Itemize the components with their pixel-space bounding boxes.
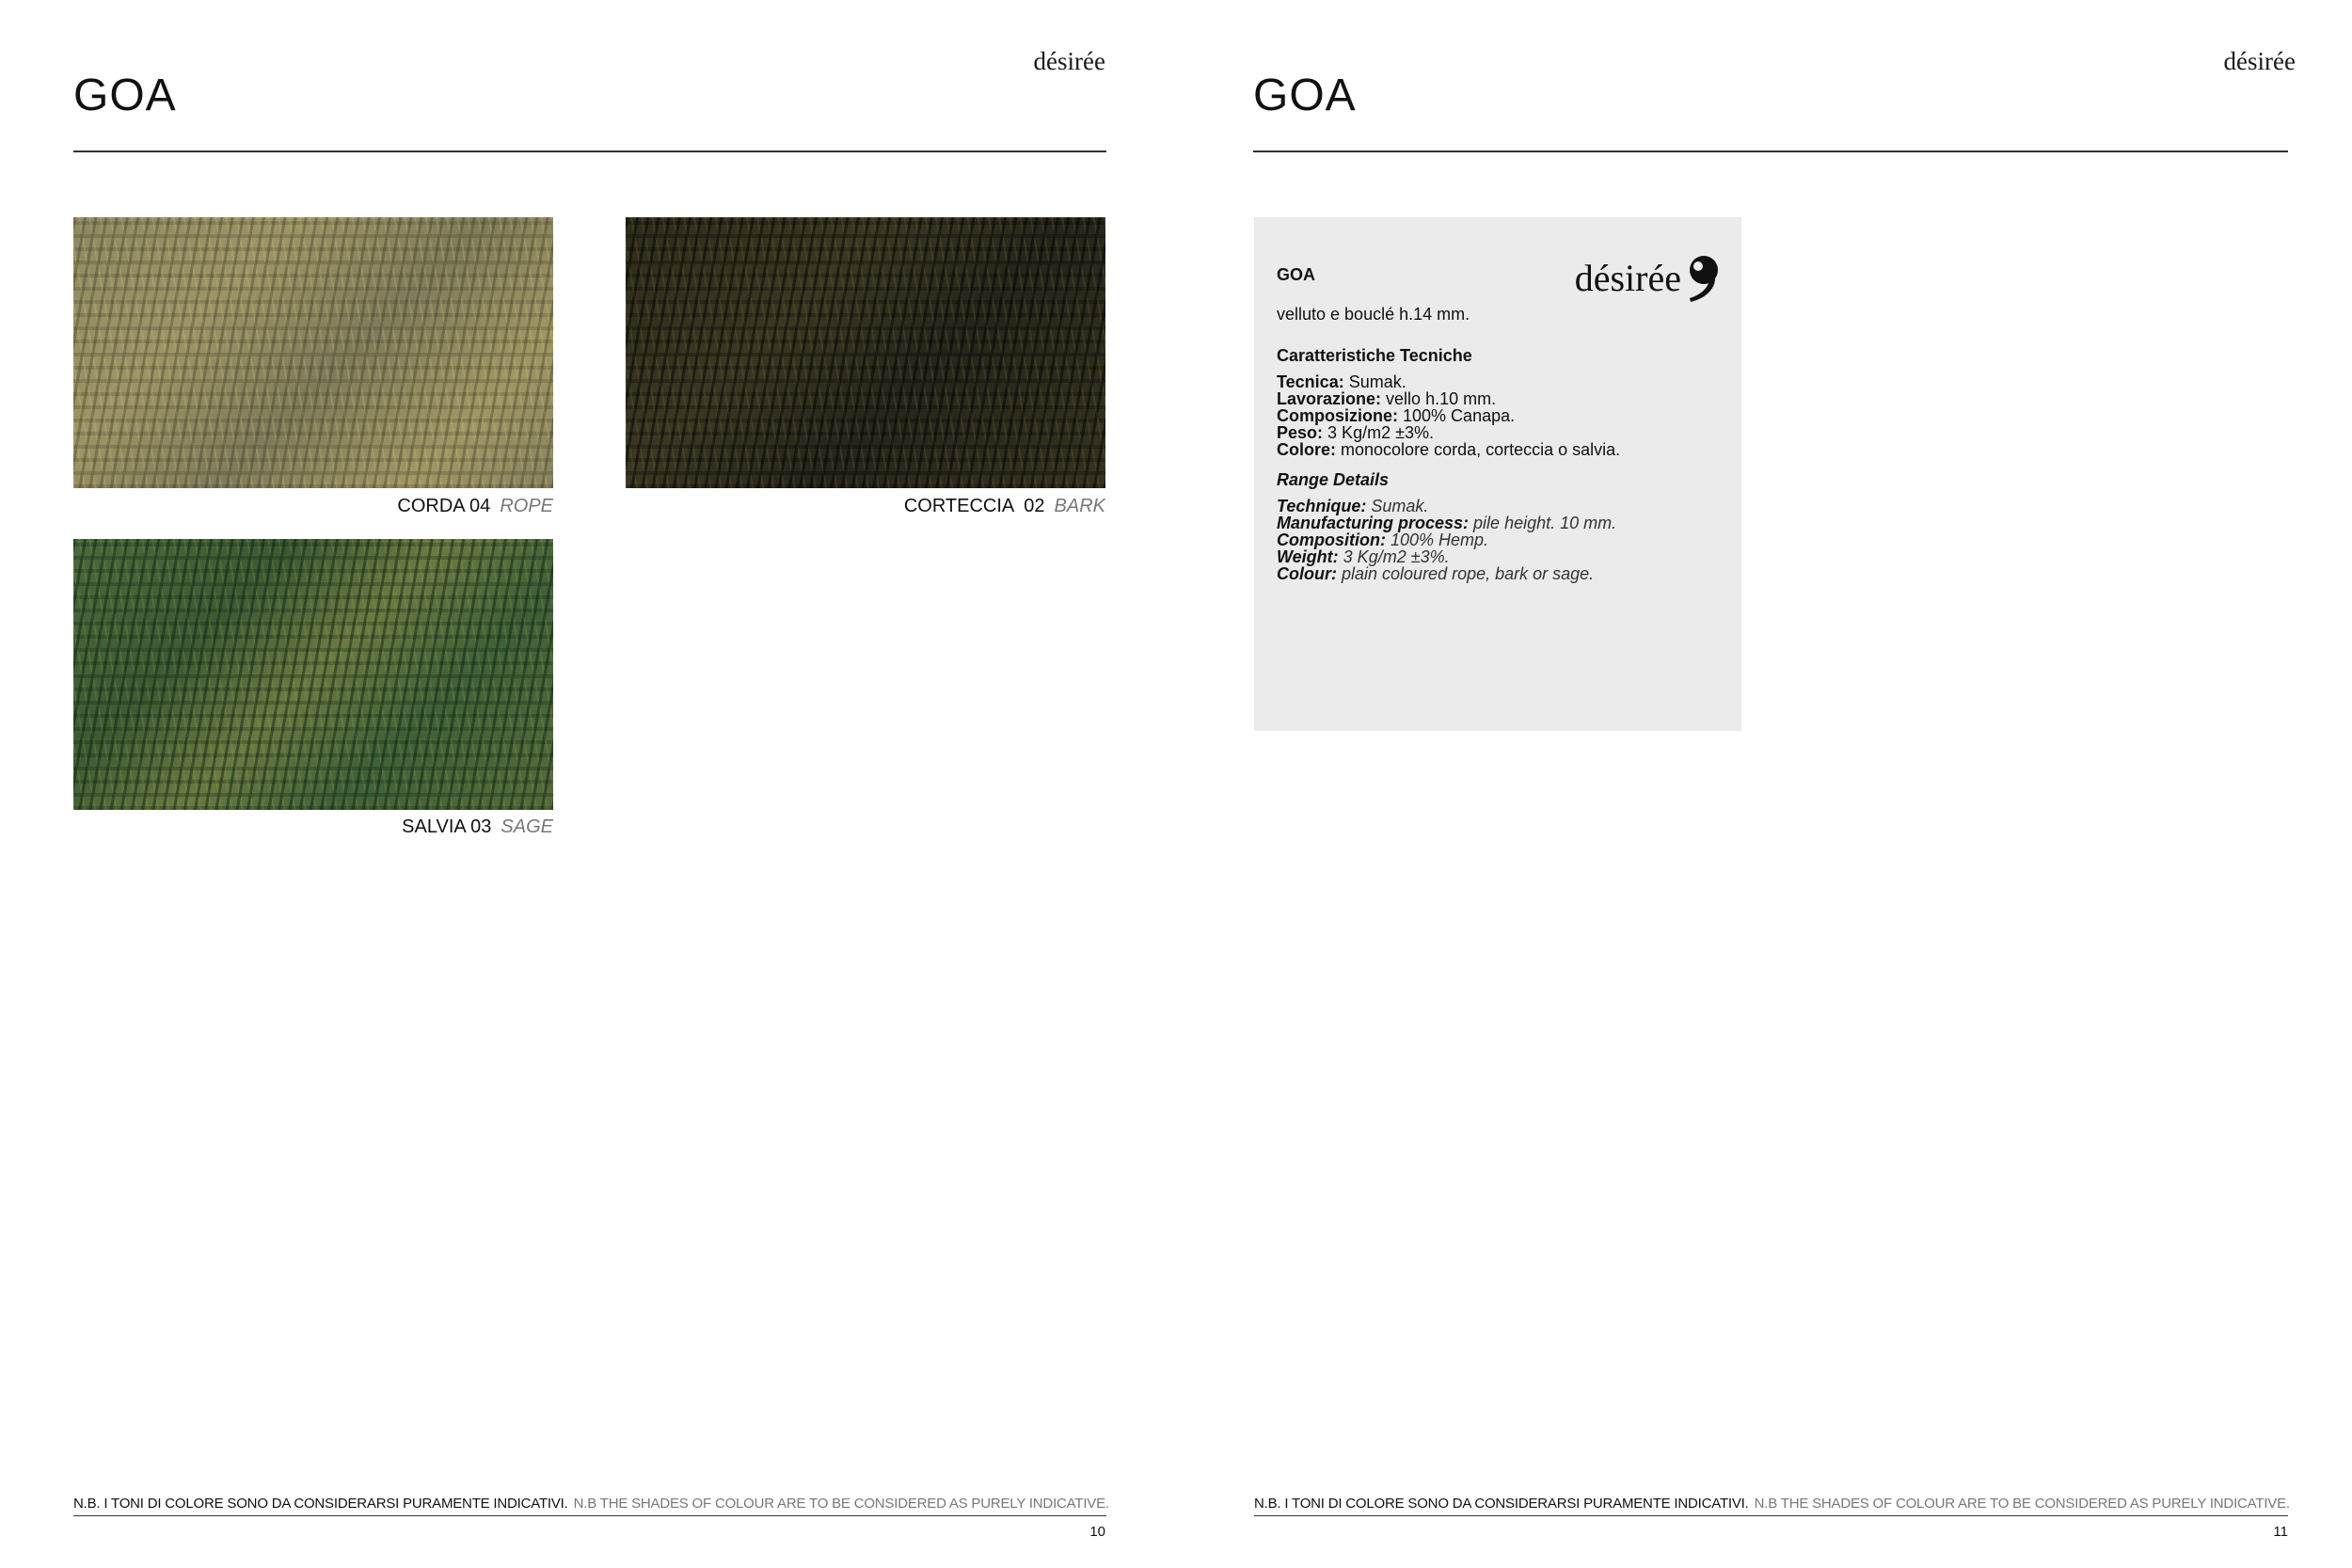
spec-value: 3 Kg/m2 ±3%. [1327, 423, 1434, 442]
spec-value: Sumak. [1348, 372, 1406, 391]
product-subtitle: velluto e bouclé h.14 mm. [1277, 305, 1470, 324]
spec-row [1277, 441, 1719, 458]
swatch-image [73, 217, 553, 488]
spec-value: pile height. 10 mm. [1473, 514, 1617, 532]
spec-label: Colore: [1277, 440, 1336, 459]
spec-row [1277, 515, 1719, 531]
spec-value: 100% Hemp. [1391, 531, 1489, 549]
swatch-caption-corda [73, 496, 553, 517]
spec-row [1277, 565, 1719, 582]
product-info-card [1254, 217, 1741, 731]
spec-value: plain coloured rope, bark or sage. [1342, 564, 1595, 583]
page-title: GOA [1253, 71, 1357, 120]
spacer [1277, 458, 1719, 471]
spec-row [1277, 548, 1719, 565]
spec-label: Weight: [1277, 547, 1339, 566]
product-info-content [1277, 266, 1719, 582]
swatch-english-name: BARK [1054, 496, 1105, 516]
footer-note-italian: N.B. I TONI DI COLORE SONO DA CONSIDERARSI PURAMENTE INDICATIVI. [73, 1496, 568, 1512]
swatch-name: CORTECCIA 02 [903, 496, 1045, 516]
footer-divider [73, 1515, 1106, 1516]
italian-specs-heading: Caratteristiche Tecniche [1277, 346, 1472, 365]
spec-row [1277, 373, 1719, 390]
spec-value: vello h.10 mm. [1386, 389, 1497, 408]
swatch-image [626, 217, 1105, 488]
spec-label: Manufacturing process: [1277, 514, 1470, 532]
spec-value: monocolore corda, corteccia o salvia. [1341, 440, 1621, 459]
swatch-image [73, 539, 553, 810]
spec-value: Sumak. [1371, 497, 1429, 515]
spec-row [1277, 498, 1719, 515]
italian-specs [1277, 373, 1719, 458]
spec-row [1277, 390, 1719, 407]
spec-row [1277, 424, 1719, 441]
footer-note-italian: N.B. I TONI DI COLORE SONO DA CONSIDERARSI PURAMENTE INDICATIVI. [1254, 1496, 1749, 1512]
footer-divider [1254, 1515, 2288, 1516]
swatch-english-name: SAGE [501, 816, 553, 837]
brand-logo: désirée [1033, 47, 1105, 75]
spec-label: Technique: [1277, 497, 1367, 515]
footer-note-english: N.B THE SHADES OF COLOUR ARE TO BE CONSIDERED AS PURELY INDICATIVE. [1754, 1496, 2290, 1512]
card-brand-text: désirée [1574, 256, 1681, 299]
spec-value: 100% Canapa. [1403, 406, 1516, 425]
spec-label: Peso: [1277, 423, 1324, 442]
english-specs-heading: Range Details [1277, 470, 1390, 489]
product-name: GOA [1277, 265, 1316, 284]
swatch-name: SALVIA 03 [402, 816, 492, 837]
spec-label: Tecnica: [1277, 372, 1344, 391]
spec-label: Lavorazione: [1277, 389, 1382, 408]
page-number: 11 [2273, 1524, 2288, 1540]
header-divider [1253, 150, 2288, 152]
footer-note [1254, 1496, 2290, 1512]
right-page [1176, 0, 2352, 1568]
footer-note [73, 1496, 1109, 1512]
swatch-caption-corteccia [626, 496, 1105, 517]
swatch-name: CORDA 04 [397, 496, 491, 516]
spec-value: 3 Kg/m2 ±3%. [1343, 547, 1450, 566]
spec-label: Composizione: [1277, 406, 1398, 425]
spec-label: Colour: [1277, 564, 1337, 583]
footer-note-english: N.B THE SHADES OF COLOUR ARE TO BE CONSIDERED AS PURELY INDICATIVE. [573, 1496, 1109, 1512]
spec-row [1277, 531, 1719, 548]
swatch-corda[interactable] [73, 217, 553, 488]
swatch-caption-salvia [73, 816, 553, 838]
brand-logo: désirée [2223, 47, 2296, 75]
page-title: GOA [73, 71, 177, 120]
english-specs [1277, 498, 1719, 582]
swatch-corteccia[interactable] [626, 217, 1105, 488]
spec-label: Composition: [1277, 531, 1386, 549]
swatch-salvia[interactable] [73, 539, 553, 810]
swatch-english-name: ROPE [500, 496, 553, 516]
spec-row [1277, 407, 1719, 424]
header-divider [73, 150, 1106, 152]
page-number: 10 [1089, 1524, 1105, 1540]
